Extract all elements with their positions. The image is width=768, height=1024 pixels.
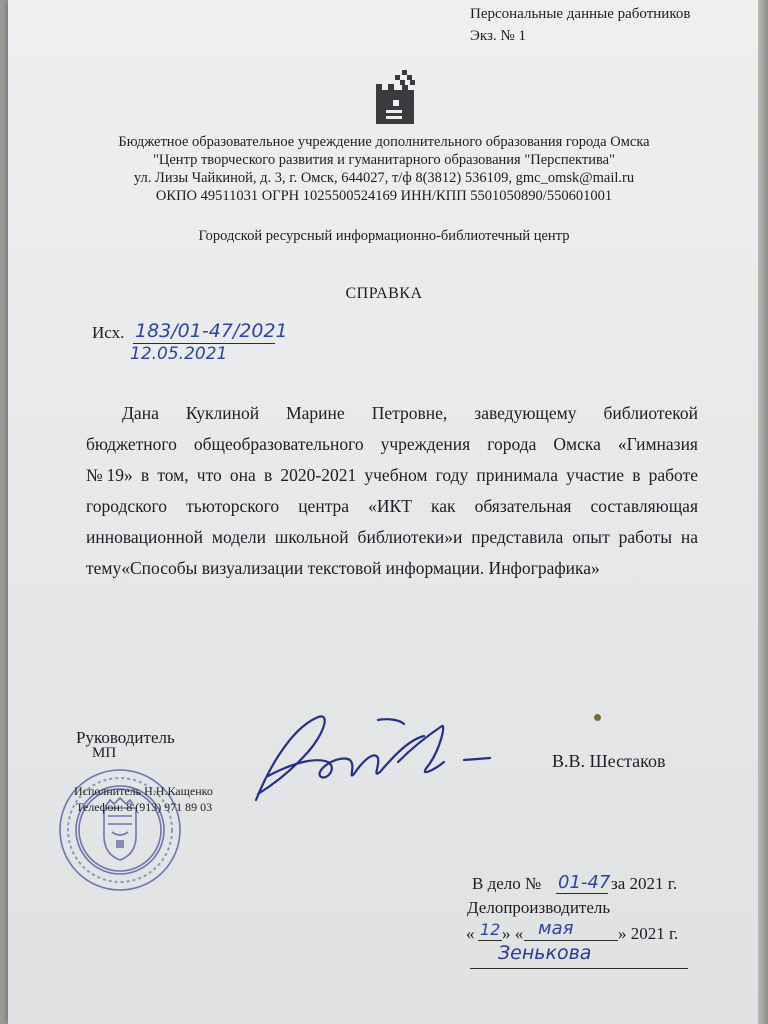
filing-year-suffix: » 2021 г.	[618, 924, 679, 943]
seal-mark: МП	[92, 745, 117, 761]
body-line: инновационной модели школьной библиотеки»и представила опыт работы на	[86, 527, 698, 547]
executor-phone: Телефон: 8 (913) 971 89 03	[76, 800, 213, 814]
org-name-line2: "Центр творческого развития и гуманитарного образования "Перспектива"	[152, 152, 616, 168]
body-line: тему«Способы визуализации текстовой информации. Инфографика»	[86, 558, 600, 578]
clerk-signature: Зенькова	[498, 942, 592, 964]
document-title: СПРАВКА	[345, 285, 423, 302]
body-line: бюджетного общеобразовательного учреждения города Омска «Гимназия	[86, 434, 698, 454]
ink-spot	[594, 714, 601, 721]
confidentiality-note: Персональные данные работников	[470, 6, 691, 22]
outgoing-label: Исх.	[92, 323, 125, 342]
date-open-quote: «	[466, 924, 475, 943]
filing-prefix: В дело №	[472, 874, 542, 893]
filing-year: за 2021 г.	[611, 874, 678, 893]
body-line: городского тьюторского центра «ИКТ как обязательная составляющая	[86, 496, 698, 516]
copy-number: Экз. № 1	[470, 28, 526, 44]
executor-name: Исполнитель Н.Н.Кащенко	[74, 784, 213, 798]
month-underline	[524, 940, 618, 941]
filing-month: мая	[538, 918, 574, 939]
outgoing-number: 183/01-47/2021	[135, 320, 288, 342]
clerk-title: Делопроизводитель	[467, 898, 611, 917]
clerk-signature-line	[470, 968, 688, 969]
org-registration: ОКПО 49511031 ОГРН 1025500524169 ИНН/КПП 5501050890/550601001	[155, 188, 613, 204]
org-address: ул. Лизы Чайкиной, д. 3, г. Омск, 644027, т/ф 8(3812) 536109, gmc_omsk@mail.ru	[133, 170, 635, 186]
department-name: Городской ресурсный информационно-библиотечный центр	[198, 228, 570, 244]
body-line: Дана Куклиной Марине Петровне, заведующему библиотекой	[122, 403, 698, 423]
organization-logo-icon	[372, 70, 418, 134]
filing-day: 12	[480, 920, 501, 939]
day-underline	[478, 940, 502, 941]
date-mid-quote: » «	[502, 924, 524, 943]
case-number-underline	[556, 893, 608, 894]
certificate-body	[86, 398, 698, 584]
filing-case-number: 01-47	[558, 872, 611, 893]
body-line: №19» в том, что она в 2020-2021 учебном году принимала участие в работе	[86, 465, 698, 485]
director-signature	[228, 700, 508, 812]
org-name-line1: Бюджетное образовательное учреждение дополнительного образования города Омска	[118, 134, 650, 150]
signer-position: Руководитель	[76, 728, 175, 747]
outgoing-date: 12.05.2021	[130, 344, 228, 364]
signer-name: В.В. Шестаков	[552, 751, 666, 771]
